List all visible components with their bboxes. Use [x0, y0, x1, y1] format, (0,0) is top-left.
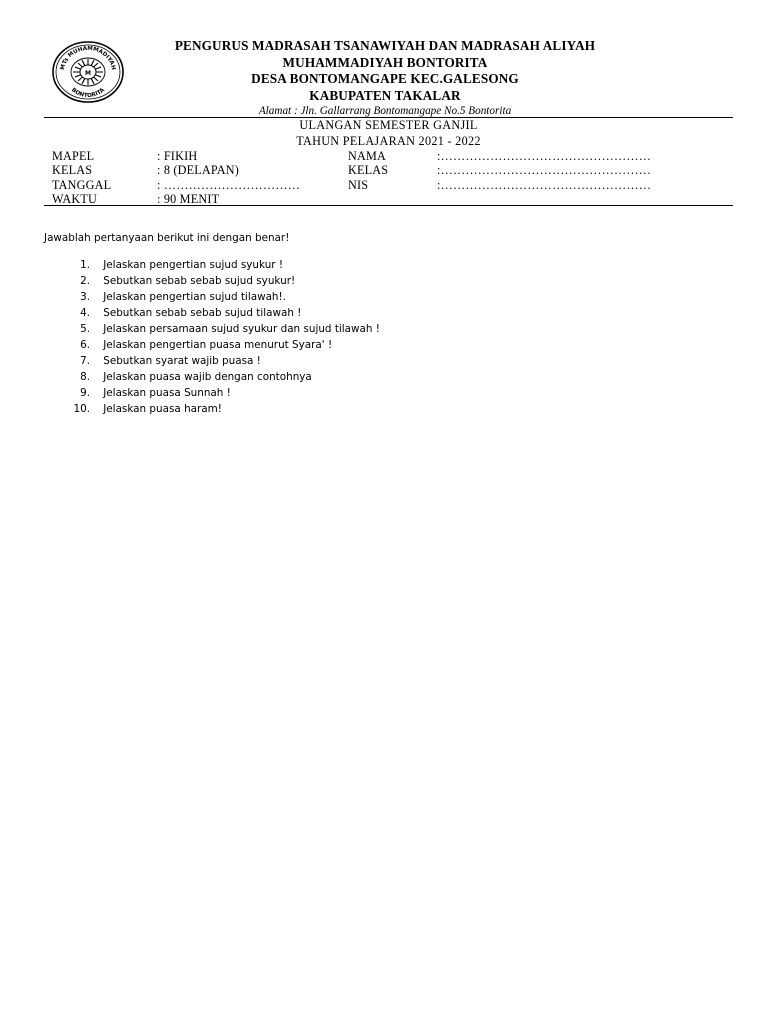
school-logo	[52, 41, 124, 103]
info-label-mapel: MAPEL	[52, 149, 95, 163]
info-value-kelas-student: :……………………………………………	[437, 163, 652, 178]
question-number: 3.	[80, 291, 90, 303]
question-text: Jelaskan puasa haram!	[103, 403, 222, 415]
info-value-tanggal: : ……………………………	[157, 177, 301, 192]
question-number: 7.	[80, 355, 90, 367]
question-item	[44, 401, 724, 417]
question-text: Jelaskan pengertian sujud syukur !	[103, 259, 284, 271]
instruction-text: Jawablah pertanyaan berikut ini dengan benar!	[44, 232, 290, 244]
question-text: Sebutkan syarat wajib puasa !	[103, 355, 261, 367]
question-number: 4.	[80, 307, 90, 319]
info-values-left	[157, 149, 300, 206]
question-item	[44, 369, 724, 385]
info-label-kelas-student: KELAS	[348, 163, 389, 178]
letterhead-line-2: MUHAMMADIYAH BONTORITA	[282, 54, 488, 70]
question-item	[44, 289, 724, 305]
letterhead-address: Alamat : Jln. Gallarrang Bontomangape No.5 Bontorita	[258, 105, 512, 117]
question-item	[44, 321, 724, 337]
question-text: Sebutkan sebab sebab sujud tilawah !	[103, 307, 302, 319]
question-text: Jelaskan pengertian sujud tilawah!.	[103, 291, 286, 303]
exam-year: TAHUN PELAJARAN 2021 - 2022	[296, 133, 481, 148]
question-text: Sebutkan sebab sebab sujud syukur!	[103, 275, 296, 287]
question-number: 6.	[80, 339, 90, 351]
info-values-right	[437, 149, 651, 192]
question-number: 8.	[80, 371, 90, 383]
question-item	[44, 257, 724, 273]
question-number: 2.	[80, 275, 90, 287]
question-item	[44, 385, 724, 401]
question-number: 10.	[73, 403, 90, 415]
question-text: Jelaskan pengertian puasa menurut Syara' !	[103, 339, 333, 351]
logo-arc-bottom-text: BONTORITA	[70, 87, 106, 100]
info-value-waktu: : 90 MENIT	[157, 191, 220, 206]
school-seal-icon	[52, 41, 124, 103]
logo-arc-top-text: MTs MUHAMMADIYAH	[60, 45, 116, 71]
info-labels-left	[52, 149, 111, 206]
question-item	[44, 305, 724, 321]
letterhead-line-1: PENGURUS MADRASAH TSANAWIYAH DAN MADRASAH ALIYAH	[174, 38, 596, 53]
letterhead-line-4: KABUPATEN TAKALAR	[309, 87, 461, 103]
letterhead	[130, 38, 640, 119]
question-number: 5.	[80, 323, 90, 335]
info-label-nama: NAMA	[348, 149, 387, 163]
question-text: Jelaskan puasa Sunnah !	[103, 387, 231, 399]
question-section	[44, 230, 724, 417]
info-divider	[44, 205, 733, 206]
question-number: 9.	[80, 387, 90, 399]
question-number: 1.	[80, 259, 90, 271]
info-value-mapel: : FIKIH	[157, 149, 198, 163]
info-labels-right	[348, 149, 388, 192]
info-label-kelas: KELAS	[52, 163, 93, 178]
question-item	[44, 273, 724, 289]
question-text: Jelaskan persamaan sujud syukur dan sujud tilawah !	[103, 323, 380, 335]
question-list	[44, 257, 724, 417]
info-label-tanggal: TANGGAL	[52, 177, 112, 192]
info-label-waktu: WAKTU	[52, 191, 97, 206]
info-value-nis: :……………………………………………	[437, 177, 652, 192]
letterhead-line-3: DESA BONTOMANGAPE KEC.GALESONG	[251, 71, 519, 86]
exam-title-block	[44, 118, 733, 149]
info-label-nis: NIS	[348, 177, 369, 192]
exam-title: ULANGAN SEMESTER GANJIL	[299, 118, 478, 132]
svg-text:M: M	[85, 70, 91, 77]
info-value-nama: :……………………………………………	[437, 149, 652, 163]
info-value-kelas: : 8 (DELAPAN)	[157, 163, 240, 178]
question-item	[44, 337, 724, 353]
question-text: Jelaskan puasa wajib dengan contohnya	[103, 371, 312, 383]
question-item	[44, 353, 724, 369]
